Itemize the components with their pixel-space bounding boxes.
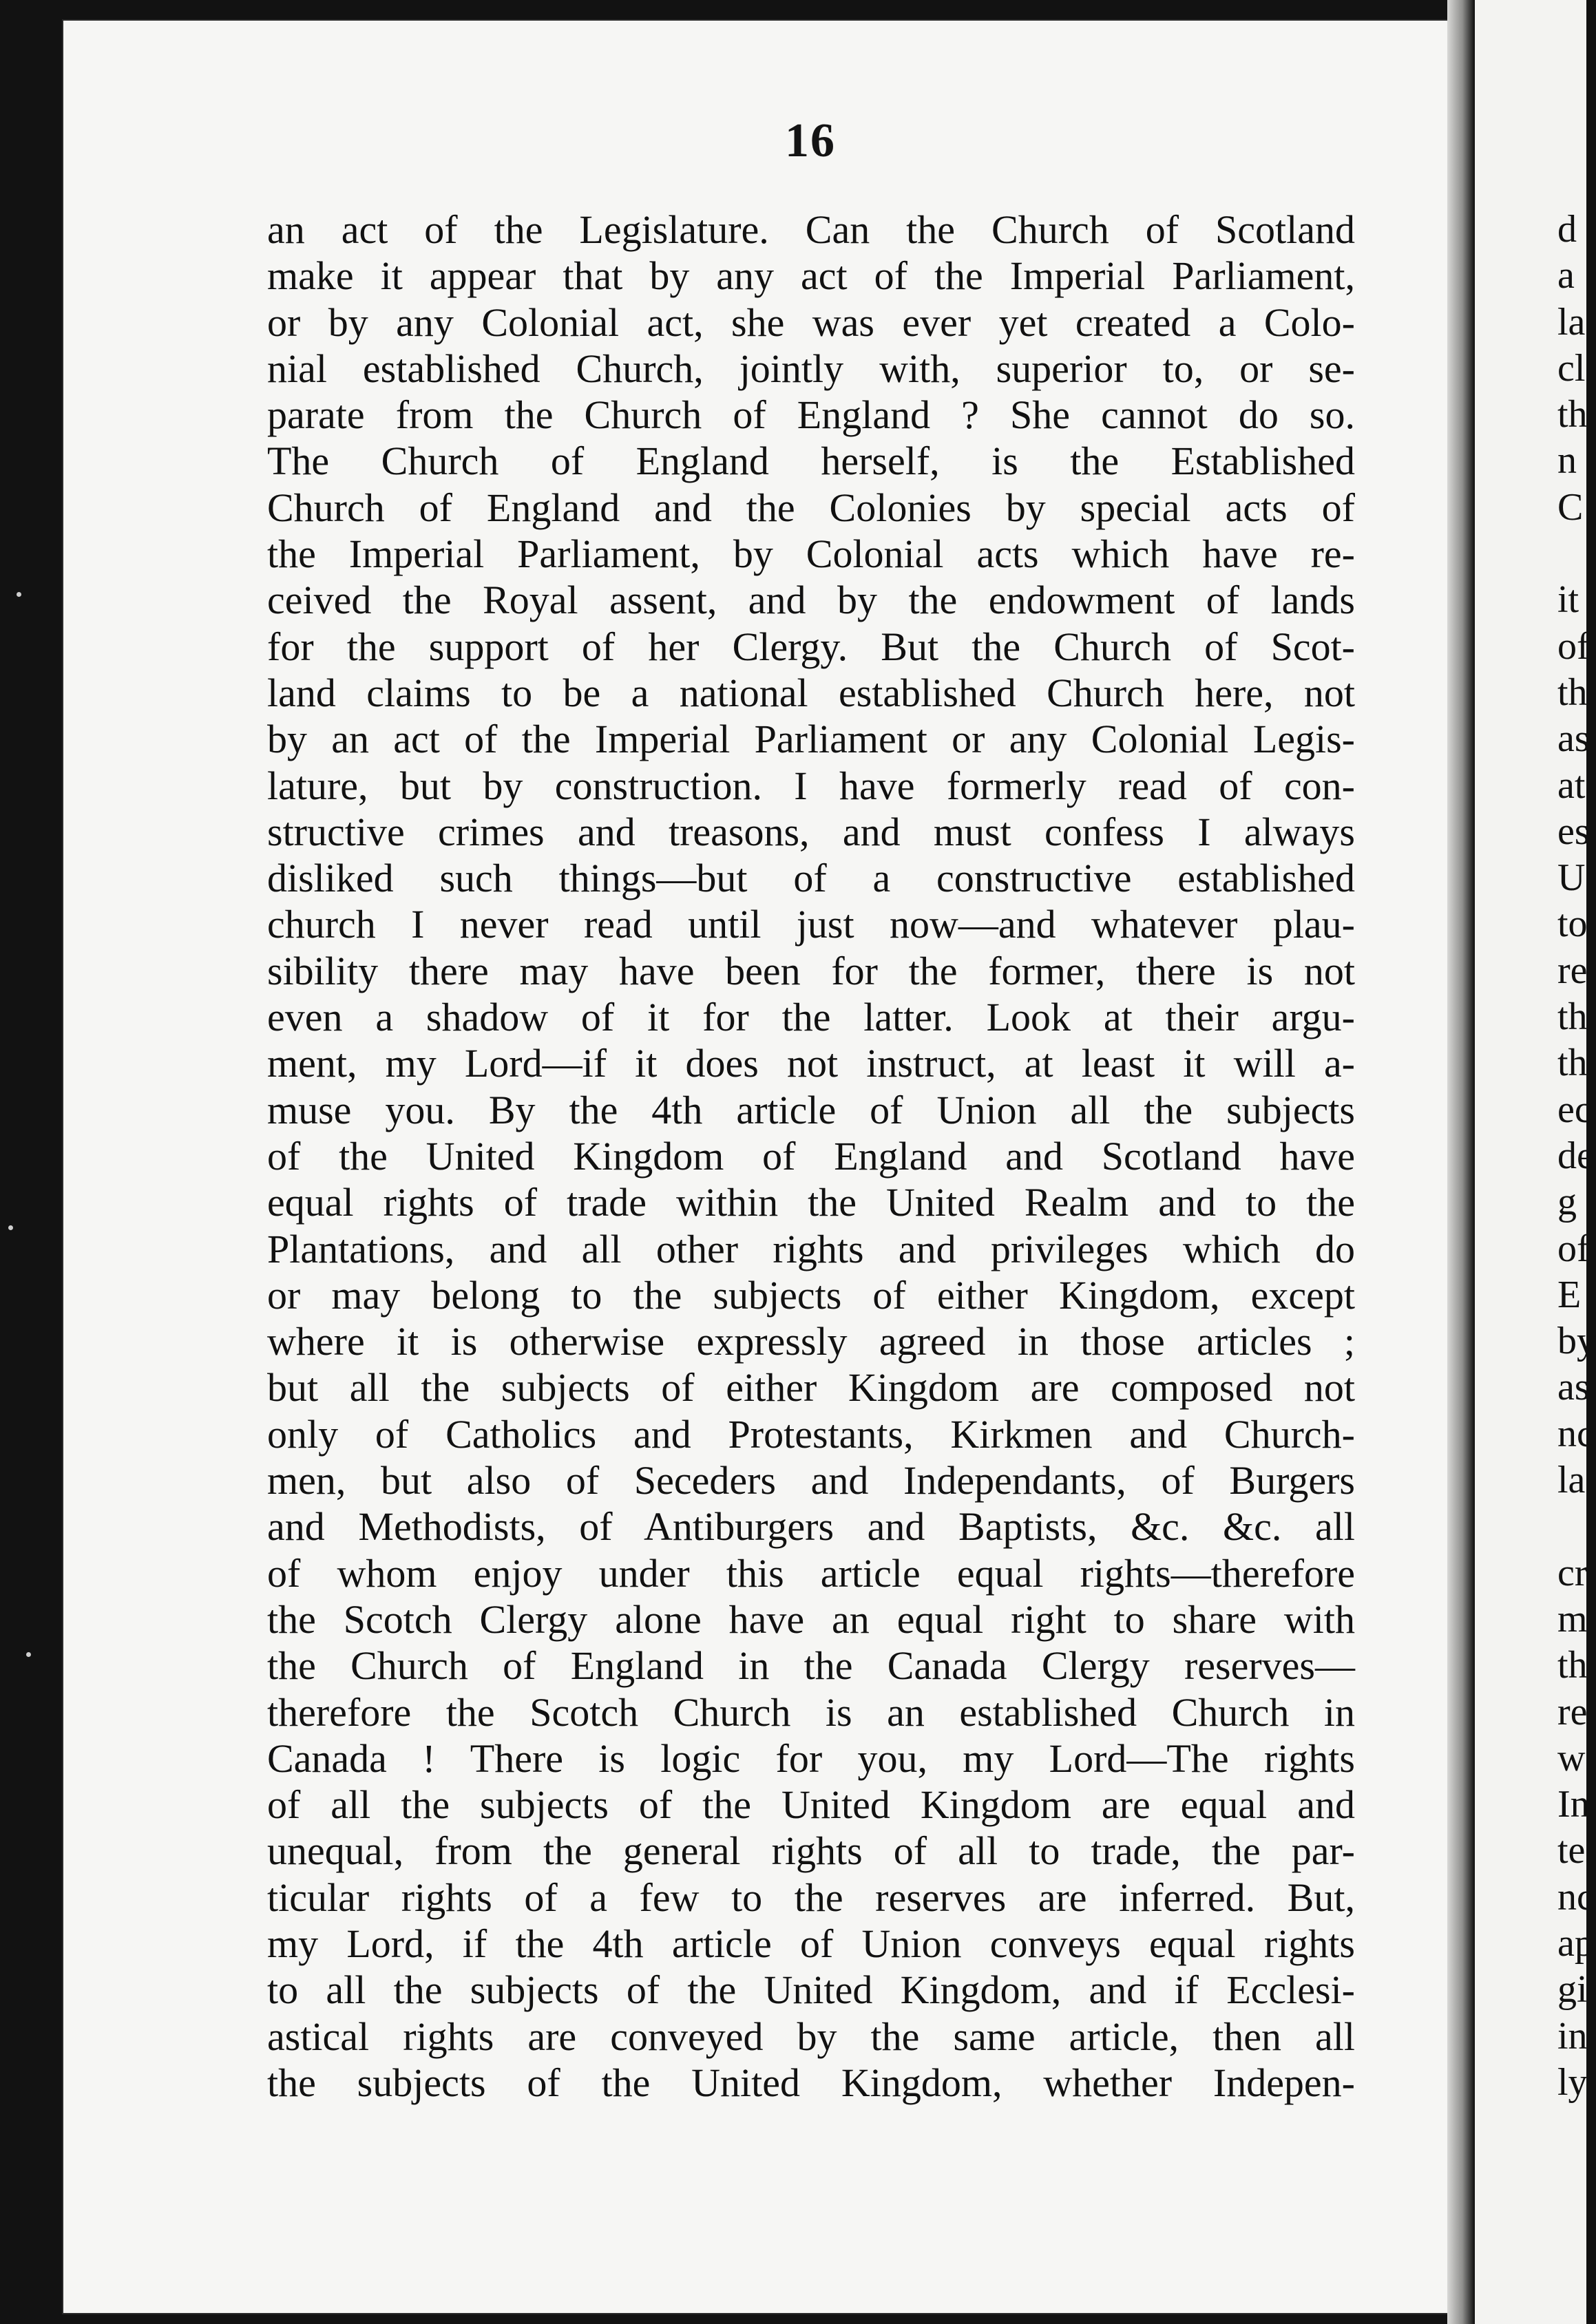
facing-page-fragment: re [1557,1690,1588,1733]
facing-page-fragment: of [1557,624,1590,668]
facing-page-fragment: ec [1557,1088,1592,1131]
text-line: Canada ! There is logic for you, my Lord—The rights [267,1735,1355,1781]
facing-page-fragment: nc [1557,1875,1594,1919]
text-line: land claims to be a national established Church here, not [267,670,1355,715]
text-line: men, but also of Seceders and Independants, of Burgers [267,1458,1355,1503]
text-line: parate from the Church of England ? She cannot do so. [267,392,1355,438]
facing-page-fragment: of [1557,1227,1590,1270]
facing-page-fragment: a [1557,254,1575,297]
facing-page-fragment: as [1557,1366,1590,1409]
facing-page-fragment: n [1557,439,1577,483]
book-gutter [1447,0,1475,2324]
facing-page-fragment: it [1557,578,1579,622]
facing-page-fragment: re [1557,949,1588,992]
text-line: church I never read until just now—and whatever plau- [267,902,1355,947]
text-line: only of Catholics and Protestants, Kirkmen and Church- [267,1411,1355,1457]
facing-page-fragment: nc [1557,1412,1594,1455]
dust-speck [17,592,21,597]
facing-page-fragment: es [1557,810,1590,853]
facing-page-fragment: C [1557,485,1584,529]
facing-page-fragment: by [1557,1320,1596,1363]
text-line: of the United Kingdom of England and Scotland have [267,1133,1355,1179]
text-line: muse you. By the 4th article of Union all the subjects [267,1087,1355,1132]
facing-page-fragment: d [1557,208,1577,251]
text-line: equal rights of trade within the United Realm and to the [267,1180,1355,1225]
text-line: sibility there may have been for the former, there is not [267,948,1355,993]
text-line: an act of the Legislature. Can the Church of Scotland [267,207,1355,252]
text-line: disliked such things—but of a constructive established [267,856,1355,901]
text-line: Church of England and the Colonies by special acts of [267,485,1355,530]
text-line: The Church of England herself, is the Established [267,439,1355,484]
facing-page-fragment: U [1557,856,1586,900]
facing-page-fragment: th [1557,1042,1588,1085]
text-line: ment, my Lord—if it does not instruct, at least it will a- [267,1041,1355,1086]
facing-page-fragment: as [1557,717,1590,761]
text-line: to all the subjects of the United Kingdom, and if Ecclesi- [267,1967,1355,2013]
text-line: ceived the Royal assent, and by the endowment of lands [267,578,1355,623]
text-line: make it appear that by any act of the Imperial Parliament, [267,253,1355,299]
text-line: the Church of England in the Canada Clergy reserves— [267,1643,1355,1689]
text-line: but all the subjects of either Kingdom are composed not [267,1365,1355,1411]
facing-page-fragment: te [1557,1829,1586,1872]
text-line: structive crimes and treasons, and must confess I always [267,809,1355,854]
facing-page-fragment: cr [1557,1551,1588,1594]
text-line: ticular rights of a few to the reserves are inferred. But, [267,1874,1355,1920]
text-line: nial established Church, jointly with, superior to, or se- [267,346,1355,391]
facing-page-fragment: ly [1557,2060,1588,2104]
text-line: astical rights are conveyed by the same article, then all [267,2014,1355,2059]
text-line: and Methodists, of Antiburgers and Baptists, &c. &c. all [267,1504,1355,1550]
facing-page-fragment: w [1557,1736,1586,1779]
body-text [267,207,1355,2106]
facing-page-fragment: ap [1557,1921,1594,1965]
facing-page-fragment: E [1557,1273,1582,1316]
text-line: the Imperial Parliament, by Colonial acts which have re- [267,531,1355,577]
page-number: 16 [785,114,836,167]
facing-page-fragment: th [1557,393,1588,436]
facing-page-fragment: de [1557,1134,1594,1177]
text-line: the Scotch Clergy alone have an equal right to share with [267,1596,1355,1642]
dust-speck [8,1225,13,1230]
text-line: lature, but by construction. I have formerly read of con- [267,763,1355,808]
text-line: of whom enjoy under this article equal rights—therefore [267,1550,1355,1596]
text-line: the subjects of the United Kingdom, whether Indepen- [267,2060,1355,2105]
facing-page-fragment: la [1557,300,1586,344]
text-line: therefore the Scotch Church is an established Church in [267,1689,1355,1735]
facing-page-fragment: at [1557,763,1586,807]
facing-page-fragment: In [1557,1783,1590,1826]
text-line: where it is otherwise expressly agreed in those articles ; [267,1319,1355,1364]
facing-page-fragment: th [1557,670,1588,714]
text-line: by an act of the Imperial Parliament or any Colonial Legis- [267,717,1355,762]
text-line: of all the subjects of the United Kingdom are equal and [267,1782,1355,1828]
text-line: my Lord, if the 4th article of Union conveys equal rights [267,1921,1355,1966]
facing-page-fragment: to [1557,902,1588,946]
text-line: for the support of her Clergy. But the Church of Scot- [267,624,1355,669]
facing-page-fragment: gi [1557,1968,1588,2011]
facing-page-text-fragments [1557,207,1596,2106]
facing-page-fragment: th [1557,1644,1588,1687]
facing-page-fragment: in [1557,2014,1588,2058]
facing-page-fragment [1557,531,1590,577]
facing-page-fragment: cl [1557,346,1586,390]
facing-page-fragment: g [1557,1181,1577,1224]
text-line: unequal, from the general rights of all to trade, the par- [267,1828,1355,1874]
facing-page-fragment [1557,1503,1590,1550]
dust-speck [26,1652,31,1657]
text-line: or may belong to the subjects of either Kingdom, except [267,1272,1355,1318]
text-line: Plantations, and all other rights and privileges which do [267,1226,1355,1271]
facing-page-fragment: th [1557,995,1588,1039]
text-line: or by any Colonial act, she was ever yet created a Colo- [267,299,1355,345]
facing-page-fragment: la [1557,1459,1586,1502]
text-line: even a shadow of it for the latter. Look at their argu- [267,995,1355,1040]
facing-page-fragment: m [1557,1597,1588,1640]
